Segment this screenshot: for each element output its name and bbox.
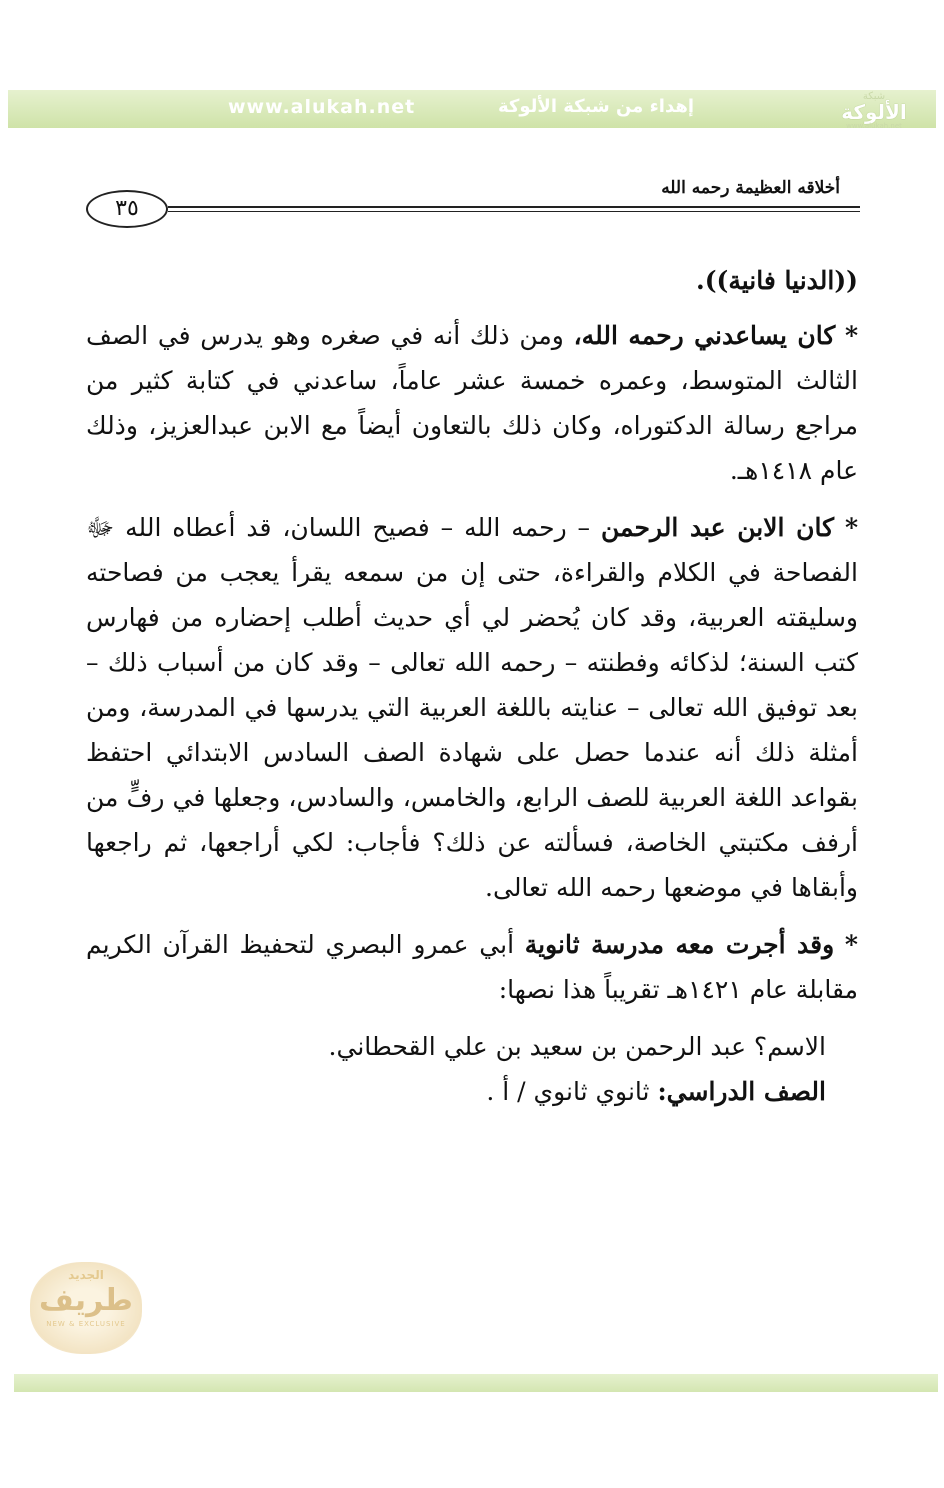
header-rule-thin [168, 211, 860, 212]
paragraph-text: – رحمه الله – فصيح اللسان، قد أعطاه الله ﷻ الفصاحة في الكلام والقراءة، حتى إن من سمعه يقرأ يعجب من فصاحته وسليقته العربية، وقد كان يُحضر لي أي حديث أطلب إحضاره من فهارس كتب السنة؛ لذكائه وفطنته – رحمه الله تعالى – وقد كان من أسباب ذلك – بعد توفيق الله تعالى – عنايته باللغة العربية التي يدرسها في المدرسة، ومن أمثلة ذلك أنه عندما حصل على شهادة الصف السادس الابتدائي احتفظ بقواعد اللغة العربية للصف الرابع، والخامس، والسادس، وجعلها في رفٍّ من أرفف مكتبتي الخاصة، فسألته عن ذلك؟ فأجاب: لكي أراجعها، ثم راجعها وأبقاها في موضعها رحمه الله تعالى. [86, 513, 858, 902]
item-label: الصف الدراسي: [657, 1077, 826, 1106]
interview-item-grade [86, 1069, 858, 1114]
stamp-bottom-text: NEW & EXCLUSIVE [46, 1320, 126, 1328]
paragraph-3 [86, 922, 858, 1012]
watermark-stamp [30, 1262, 142, 1354]
paragraph-0: ((الدنيا فانية)). [696, 266, 858, 295]
logo-small-text: شبكة [862, 91, 886, 102]
paragraph-2 [86, 505, 858, 910]
bullet-star: * [844, 513, 859, 542]
page-number: ٣٥ [86, 190, 168, 228]
alukah-logo [830, 91, 918, 130]
bullet-star: * [844, 930, 858, 959]
logo-main-text: الألوكة [841, 100, 907, 124]
logo-sub-text: www.alukah.net [846, 122, 902, 130]
page-body [86, 258, 858, 1114]
top-banner [8, 90, 936, 128]
page-header [86, 176, 860, 232]
banner-gift-text: إهداء من شبكة الألوكة [498, 96, 694, 117]
paragraph-lead: كان الابن عبد الرحمن [601, 513, 834, 542]
bottom-banner [14, 1374, 938, 1392]
paragraph-1 [86, 313, 858, 493]
running-title: أخلاقه العظيمة رحمه الله [661, 178, 840, 198]
paragraph-lead: وقد أجرت معه مدرسة ثانوية [524, 930, 835, 959]
interview-item-name: الاسم؟ عبد الرحمن بن سعيد بن علي القحطاني. [328, 1032, 826, 1061]
paragraph-lead: كان يساعدني رحمه الله، [573, 321, 836, 350]
item-value: ثانوي ثانوي / أ . [486, 1077, 650, 1106]
header-rule [168, 206, 860, 208]
stamp-top-text: الجديد [68, 1268, 104, 1282]
paragraph-text: أبي عمرو البصري لتحفيظ القرآن الكريم مقابلة عام ١٤٢١هـ تقريباً هذا نصها: [86, 930, 858, 1004]
paragraph-text: ومن ذلك أنه في صغره وهو يدرس في الصف الثالث المتوسط، وعمره خمسة عشر عاماً، ساعدني في كتابة كثير من مراجع رسالة الدكتوراه، وكان ذلك بالتعاون أيضاً مع الابن عبدالعزيز، وذلك عام ١٤١٨هـ. [86, 321, 859, 485]
bullet-star: * [844, 321, 859, 350]
banner-url[interactable]: www.alukah.net [228, 96, 416, 118]
stamp-main-text: طريف [39, 1283, 133, 1318]
